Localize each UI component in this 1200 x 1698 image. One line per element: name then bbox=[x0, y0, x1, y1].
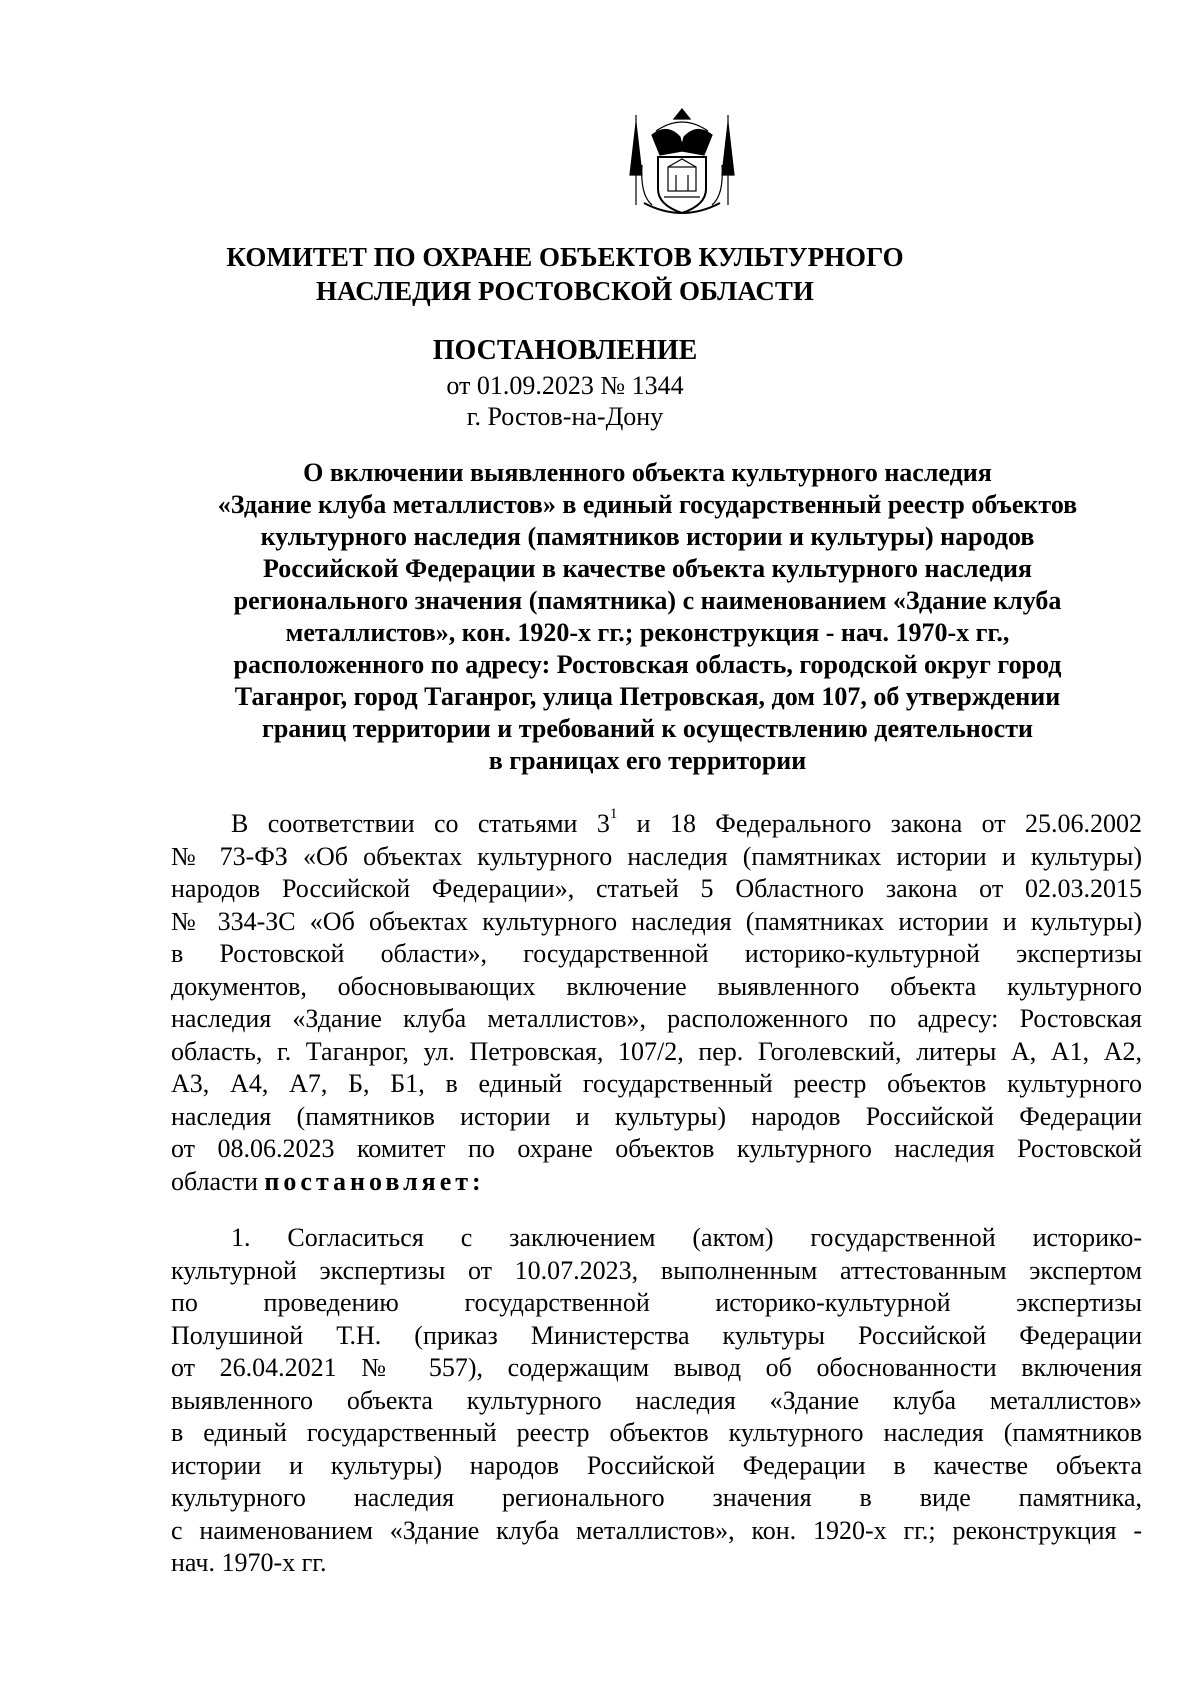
title-line: границ территории и требований к осуществлению деятельности bbox=[262, 714, 1033, 743]
body-line: Полушиной Т.Н. (приказ Министерства культуры Российской Федерации bbox=[171, 1320, 1142, 1350]
body-line: народов Российской Федерации», статьей 5 Областного закона от 02.03.2015 bbox=[171, 874, 1142, 903]
body-line: А3, А4, А7, Б, Б1, в единый государственный реестр объектов культурного bbox=[171, 1069, 1142, 1098]
city: г. Ростов-на-Дону bbox=[466, 402, 664, 431]
title-line: культурного наследия (памятников истории и культуры) народов bbox=[260, 522, 1035, 551]
document-title bbox=[160, 457, 1135, 777]
body-line: в единый государственный реестр объектов культурного наследия (памятников bbox=[171, 1418, 1142, 1447]
rostov-oblast-coat-of-arms-icon bbox=[622, 105, 742, 225]
resolves-word: постановляет: bbox=[264, 1166, 485, 1196]
body-line: нач. 1970-х гг. bbox=[171, 1548, 327, 1577]
body-line: документов, обосновывающих включение выявленного объекта культурного bbox=[171, 971, 1142, 1001]
document-meta bbox=[200, 370, 930, 432]
body-line: № 334-ЗС «Об объектах культурного наследия (памятниках истории и культуры) bbox=[171, 906, 1142, 936]
body-line: в Ростовской области», государственной историко-культурной экспертизы bbox=[171, 939, 1142, 968]
body-line: наследия «Здание клуба металлистов», расположенного по адресу: Ростовская bbox=[171, 1004, 1142, 1033]
title-line: металлистов», кон. 1920-х гг.; реконструкция - нач. 1970-х гг., bbox=[285, 618, 1010, 647]
body-line: № 73-ФЗ «Об объектах культурного наследия (памятниках истории и культуры) bbox=[171, 841, 1142, 871]
body-line: культурной экспертизы от 10.07.2023, выполненным аттестованным экспертом bbox=[171, 1255, 1142, 1285]
org-line-1: КОМИТЕТ ПО ОХРАНЕ ОБЪЕКТОВ КУЛЬТУРНОГО bbox=[226, 242, 904, 272]
body-line: область, г. Таганрог, ул. Петровская, 107/2, пер. Гоголевский, литеры А, А1, А2, bbox=[171, 1036, 1142, 1066]
document-type: ПОСТАНОВЛЕНИЕ bbox=[432, 335, 698, 366]
org-line-2: НАСЛЕДИЯ РОСТОВСКОЙ ОБЛАСТИ bbox=[316, 276, 814, 306]
title-line: Российской Федерации в качестве объекта культурного наследия bbox=[262, 554, 1033, 583]
body-line: 1. Согласиться с заключением (актом) государственной историко- bbox=[231, 1223, 1142, 1252]
body-line: по проведению государственной историко-культурной экспертизы bbox=[171, 1288, 1142, 1317]
body-line: от 08.06.2023 комитет по охране объектов культурного наследия Ростовской bbox=[171, 1134, 1142, 1163]
body-line: истории и культуры) народов Российской Федерации в качестве объекта bbox=[171, 1450, 1142, 1480]
title-line: в границах его территории bbox=[488, 746, 807, 775]
superscript: 1 bbox=[609, 806, 618, 823]
clause-1-paragraph bbox=[171, 1222, 1142, 1580]
body-line: с наименованием «Здание клуба металлистов», кон. 1920-х гг.; реконструкция - bbox=[171, 1515, 1142, 1545]
date-number: от 01.09.2023 № 1344 bbox=[446, 371, 684, 400]
title-line: расположенного по адресу: Ростовская область, городской округ город bbox=[233, 650, 1062, 679]
body-line: выявленного объекта культурного наследия «Здание клуба металлистов» bbox=[171, 1385, 1142, 1415]
body-line: от 26.04.2021 № 557), содержащим вывод об обоснованности включения bbox=[171, 1353, 1142, 1382]
body-line: области постановляет: bbox=[171, 1166, 485, 1196]
body-line: В соответствии со статьями $3^1$ и 18 Федерального закона от 25.06.2002 bbox=[231, 806, 1142, 838]
title-line: «Здание клуба металлистов» в единый государственный реестр объектов bbox=[217, 490, 1078, 519]
issuing-organization bbox=[200, 240, 930, 308]
title-line: О включении выявленного объекта культурного наследия bbox=[303, 458, 992, 487]
body-line: культурного наследия регионального значения в виде памятника, bbox=[171, 1483, 1142, 1512]
title-line: регионального значения (памятника) с наименованием «Здание клуба bbox=[233, 586, 1062, 615]
title-line: Таганрог, город Таганрог, улица Петровская, дом 107, об утверждении bbox=[234, 682, 1061, 711]
preamble-paragraph bbox=[171, 808, 1142, 1198]
body-line: наследия (памятников истории и культуры) народов Российской Федерации bbox=[171, 1101, 1142, 1131]
